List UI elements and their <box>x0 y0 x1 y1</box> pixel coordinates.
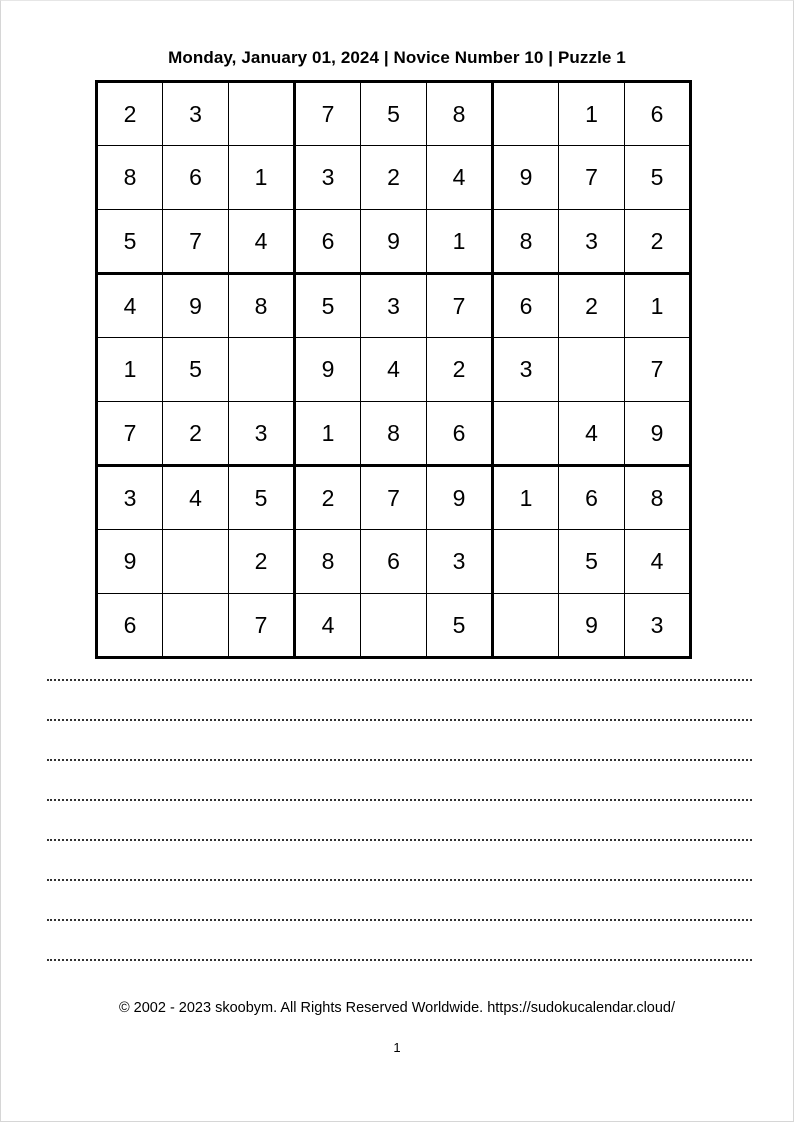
grid-cell <box>229 82 295 146</box>
notes-lines <box>47 679 752 999</box>
grid-cell: 8 <box>361 402 427 466</box>
grid-cell <box>559 338 625 402</box>
grid-cell: 7 <box>625 338 691 402</box>
grid-cell: 4 <box>427 146 493 210</box>
grid-cell: 3 <box>229 402 295 466</box>
grid-cell: 1 <box>427 210 493 274</box>
grid-cell: 8 <box>625 466 691 530</box>
grid-cell: 3 <box>493 338 559 402</box>
grid-cell: 2 <box>163 402 229 466</box>
grid-cell: 1 <box>493 466 559 530</box>
grid-cell: 6 <box>361 530 427 594</box>
grid-cell: 3 <box>625 594 691 658</box>
grid-cell: 9 <box>493 146 559 210</box>
grid-cell: 4 <box>361 338 427 402</box>
grid-cell: 2 <box>361 146 427 210</box>
grid-cell: 8 <box>229 274 295 338</box>
grid-cell: 9 <box>625 402 691 466</box>
grid-cell: 9 <box>163 274 229 338</box>
grid-cell: 4 <box>295 594 361 658</box>
grid-cell: 5 <box>295 274 361 338</box>
grid-cell: 3 <box>295 146 361 210</box>
grid-row <box>97 338 691 402</box>
grid-cell <box>361 594 427 658</box>
grid-cell: 8 <box>97 146 163 210</box>
note-line <box>47 919 752 921</box>
grid-cell: 3 <box>97 466 163 530</box>
grid-cell <box>493 82 559 146</box>
grid-row <box>97 594 691 658</box>
grid-cell: 6 <box>295 210 361 274</box>
grid-cell: 5 <box>625 146 691 210</box>
grid-row <box>97 146 691 210</box>
grid-row <box>97 530 691 594</box>
grid-cell <box>163 594 229 658</box>
grid-cell: 5 <box>361 82 427 146</box>
grid-cell: 3 <box>559 210 625 274</box>
grid-cell: 8 <box>493 210 559 274</box>
grid-row <box>97 274 691 338</box>
grid-cell: 7 <box>229 594 295 658</box>
grid-cell: 3 <box>361 274 427 338</box>
grid-cell: 8 <box>427 82 493 146</box>
grid-cell: 5 <box>163 338 229 402</box>
grid-cell: 5 <box>229 466 295 530</box>
note-line <box>47 679 752 681</box>
grid-cell: 2 <box>559 274 625 338</box>
grid-cell: 7 <box>361 466 427 530</box>
grid-cell: 5 <box>427 594 493 658</box>
grid-cell: 5 <box>559 530 625 594</box>
note-line <box>47 759 752 761</box>
grid-cell <box>493 530 559 594</box>
grid-cell: 2 <box>97 82 163 146</box>
grid-cell: 7 <box>559 146 625 210</box>
grid-cell: 2 <box>427 338 493 402</box>
note-line <box>47 839 752 841</box>
grid-cell: 8 <box>295 530 361 594</box>
grid-cell <box>229 338 295 402</box>
grid-cell: 9 <box>295 338 361 402</box>
note-line <box>47 799 752 801</box>
grid-row <box>97 82 691 146</box>
grid-cell <box>163 530 229 594</box>
grid-cell: 9 <box>559 594 625 658</box>
grid-cell: 7 <box>295 82 361 146</box>
grid-cell: 1 <box>625 274 691 338</box>
grid-cell: 9 <box>427 466 493 530</box>
grid-row <box>97 210 691 274</box>
grid-cell <box>493 594 559 658</box>
grid-cell: 4 <box>229 210 295 274</box>
grid-cell: 6 <box>427 402 493 466</box>
grid-cell: 7 <box>97 402 163 466</box>
page-number: 1 <box>393 1040 401 1055</box>
note-line <box>47 959 752 961</box>
grid-cell: 1 <box>229 146 295 210</box>
grid-cell: 1 <box>559 82 625 146</box>
grid-cell: 7 <box>163 210 229 274</box>
grid-cell: 9 <box>97 530 163 594</box>
grid-cell: 4 <box>625 530 691 594</box>
grid-cell: 2 <box>625 210 691 274</box>
grid-cell <box>493 402 559 466</box>
grid-cell: 6 <box>559 466 625 530</box>
page-title: Monday, January 01, 2024 | Novice Number 10 | Puzzle 1 <box>168 48 626 67</box>
grid-cell: 6 <box>625 82 691 146</box>
grid-cell: 2 <box>295 466 361 530</box>
grid-cell: 4 <box>163 466 229 530</box>
grid-cell: 6 <box>97 594 163 658</box>
grid-cell: 4 <box>97 274 163 338</box>
grid-cell: 6 <box>163 146 229 210</box>
grid-cell: 4 <box>559 402 625 466</box>
grid-row <box>97 466 691 530</box>
grid-cell: 3 <box>163 82 229 146</box>
sudoku-grid <box>95 80 692 659</box>
grid-cell: 9 <box>361 210 427 274</box>
grid-row <box>97 402 691 466</box>
grid-cell: 2 <box>229 530 295 594</box>
grid-cell: 3 <box>427 530 493 594</box>
grid-cell: 1 <box>295 402 361 466</box>
grid-cell: 7 <box>427 274 493 338</box>
note-line <box>47 719 752 721</box>
grid-cell: 5 <box>97 210 163 274</box>
note-line <box>47 879 752 881</box>
copyright-footer: © 2002 - 2023 skoobym. All Rights Reserved Worldwide. https://sudokucalendar.cloud/ <box>118 1000 676 1016</box>
grid-cell: 6 <box>493 274 559 338</box>
grid-cell: 1 <box>97 338 163 402</box>
